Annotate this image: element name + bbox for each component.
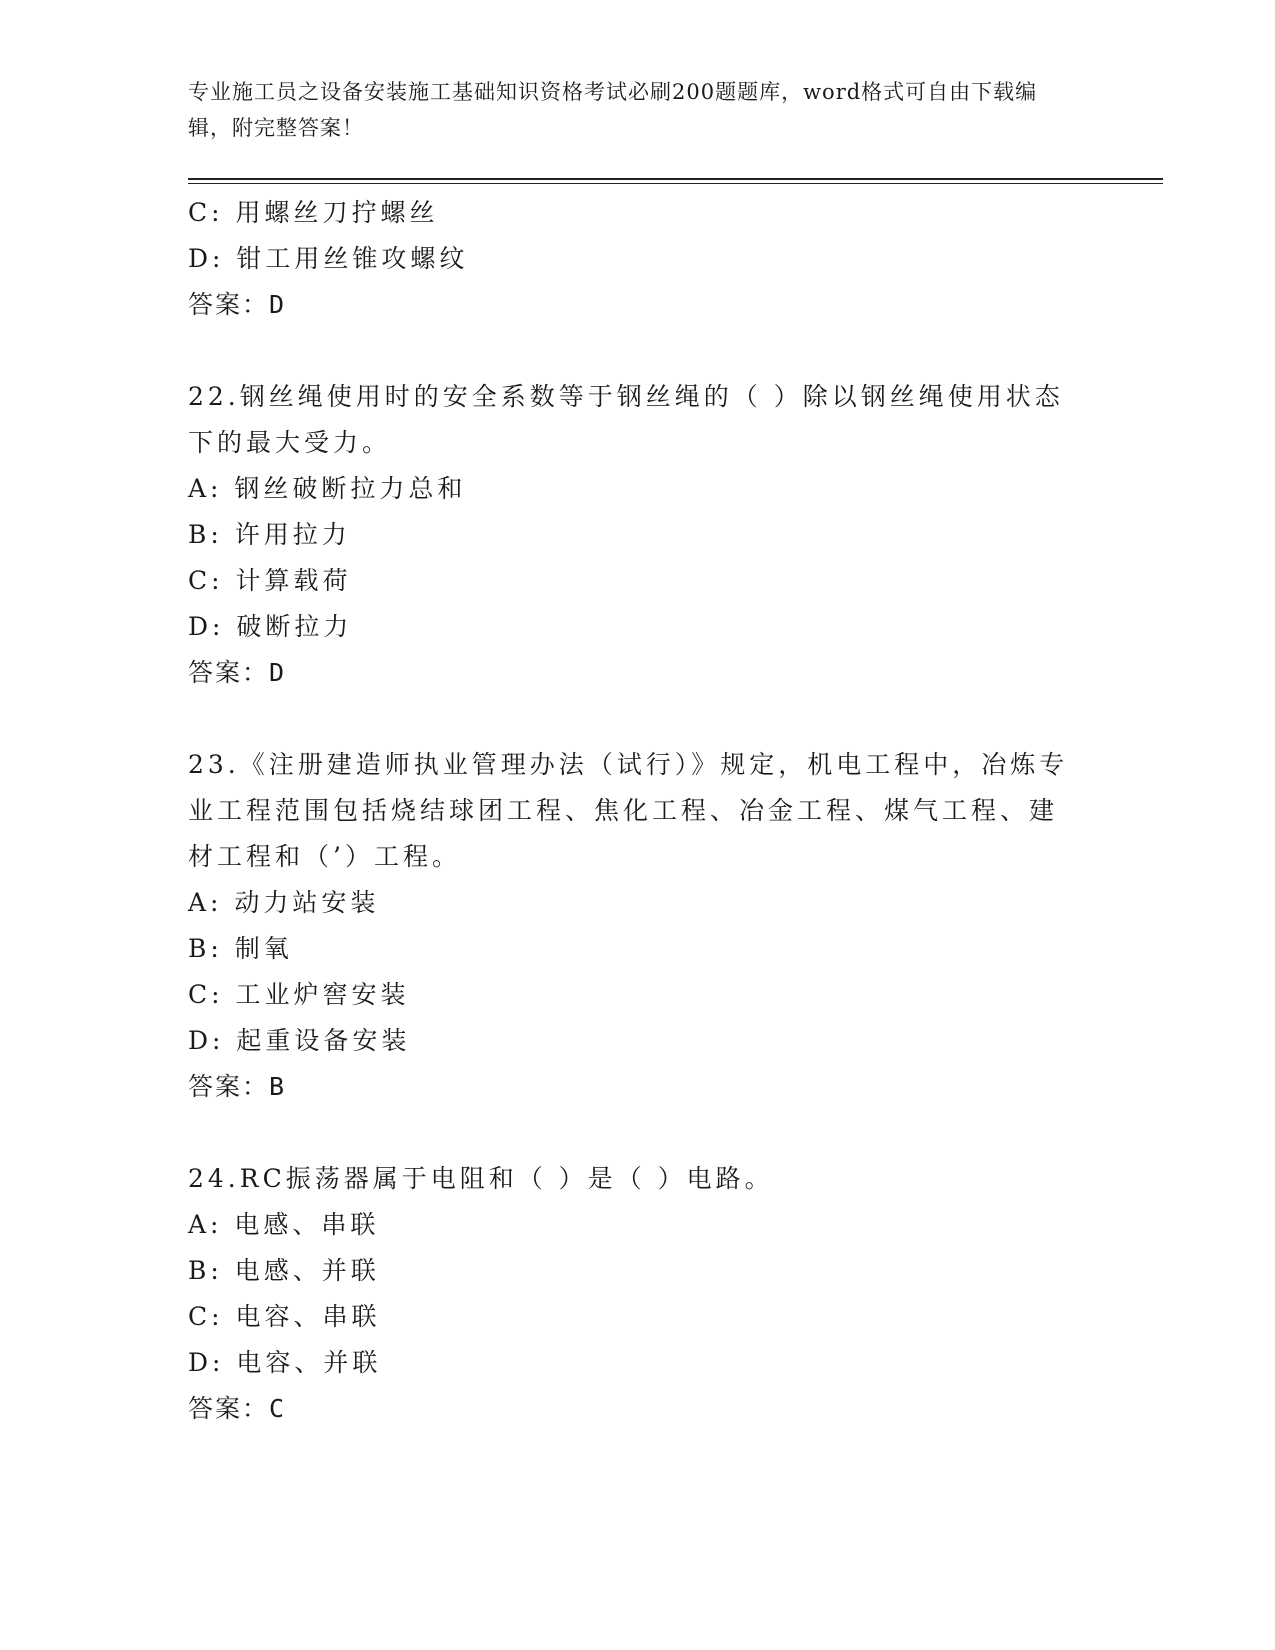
question-stem: 22.钢丝绳使用时的安全系数等于钢丝绳的（ ）除以钢丝绳使用状态 [188,382,1064,411]
option-d: D: 破断拉力 [188,612,353,641]
question-23 [188,742,1088,1110]
question-22 [188,374,1088,696]
question-stem: 材工程和（’）工程。 [188,842,461,871]
header-title: 专业施工员之设备安装施工基础知识资格考试必刷200题题库，word格式可自由下载编辑，附完整答案！ [188,80,1038,140]
prev-question-block [188,190,1088,328]
option-a: A: 电感、串联 [188,1210,380,1239]
option-b: B: 制氧 [188,934,293,963]
option-b: B: 电感、并联 [188,1256,380,1285]
question-stem: 24.RC振荡器属于电阻和（ ）是（ ）电路。 [188,1164,774,1193]
question-content [188,190,1088,1432]
option-a: A: 钢丝破断拉力总和 [188,474,467,503]
spacer [188,696,1088,742]
option-c: C: 电容、串联 [188,1302,381,1331]
answer-line: 答案：C [188,1394,287,1423]
option-c: C: 计算载荷 [188,566,352,595]
question-stem: 23.《注册建造师执业管理办法（试行）》规定，机电工程中，冶炼专 [188,750,1069,779]
answer-line: 答案：B [188,1072,287,1101]
question-stem: 下的最大受力。 [188,428,392,457]
answer-line: 答案：D [188,290,287,319]
option-d: D: 钳工用丝锥攻螺纹 [188,244,469,273]
spacer [188,1110,1088,1156]
question-24 [188,1156,1088,1432]
option-a: A: 动力站安装 [188,888,380,917]
option-d: D: 起重设备安装 [188,1026,411,1055]
answer-line: 答案：D [188,658,287,687]
option-c: C: 工业炉窖安装 [188,980,410,1009]
option-c: C: 用螺丝刀拧螺丝 [188,198,439,227]
question-stem: 业工程范围包括烧结球团工程、焦化工程、冶金工程、煤气工程、建 [188,796,1059,825]
header-divider-thin [188,183,1163,184]
document-header [188,74,1068,146]
spacer [188,328,1088,374]
header-divider-thick [188,178,1163,180]
option-b: B: 许用拉力 [188,520,351,549]
option-d: D: 电容、并联 [188,1348,382,1377]
